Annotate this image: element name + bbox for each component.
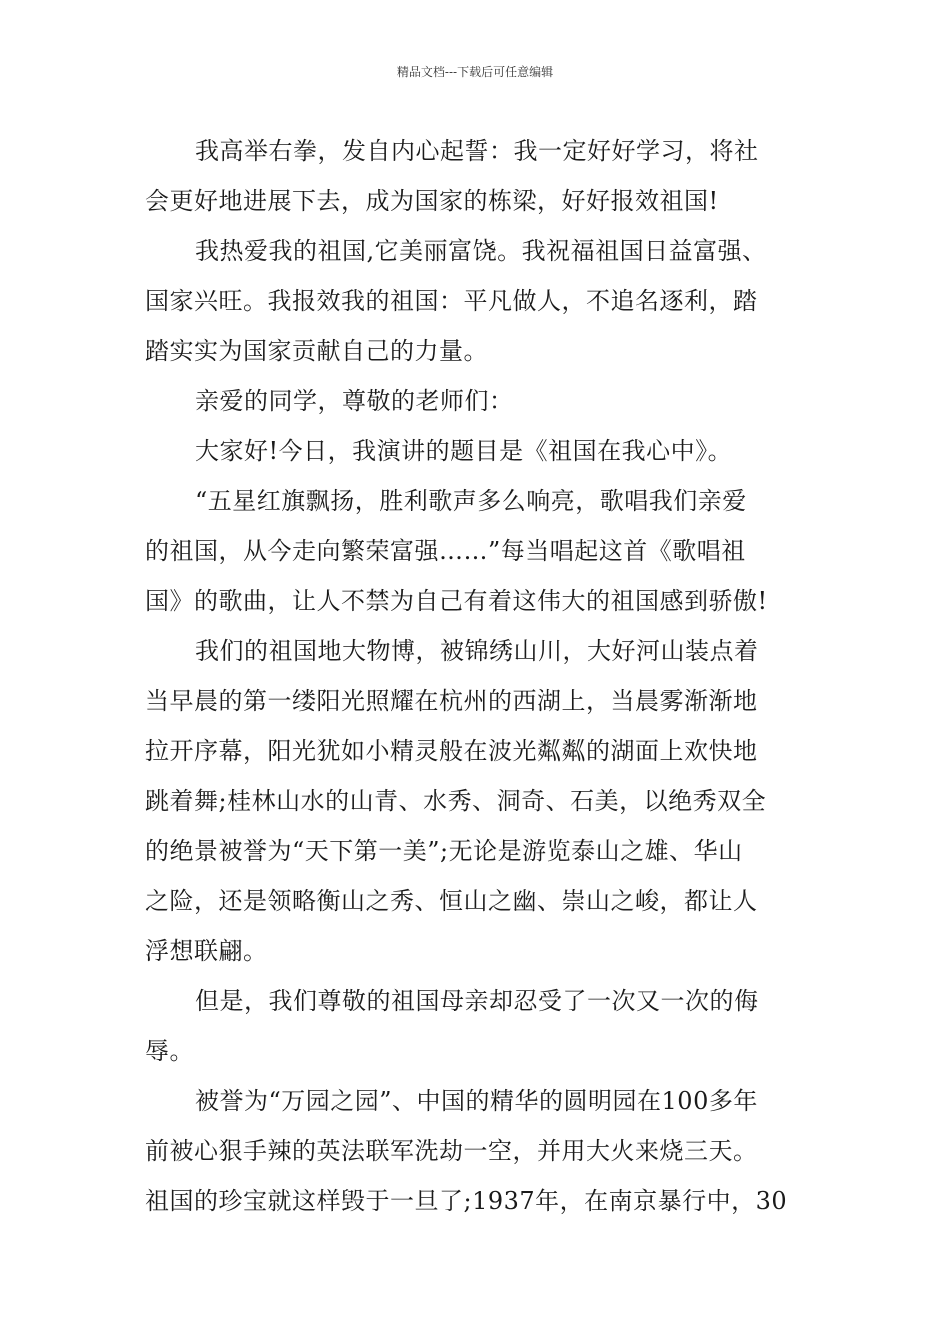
text-line: 浮想联翩。 [145, 937, 268, 965]
text-line: 但是，我们尊敬的祖国母亲却忍受了一次又一次的侮 [195, 987, 759, 1015]
text-line: 当早晨的第一缕阳光照耀在杭州的西湖上，当晨雾渐渐地 [145, 687, 758, 715]
text-line: 祖国的珍宝就这样毁于一旦了;1937年，在南京暴行中，30 [145, 1187, 788, 1215]
paragraph [145, 376, 809, 426]
text-line: 拉开序幕，阳光犹如小精灵般在波光粼粼的湖面上欢快地 [145, 737, 758, 765]
text-line: 国家兴旺。我报效我的祖国：平凡做人，不追名逐利，踏 [145, 287, 758, 315]
text-line: 我热爱我的祖国,它美丽富饶。我祝福祖国日益富强、 [195, 237, 767, 265]
paragraph [145, 426, 809, 476]
text-line: 之险，还是领略衡山之秀、恒山之幽、崇山之峻，都让人 [145, 887, 758, 915]
text-line: 跳着舞;桂林山水的山青、水秀、洞奇、石美，以绝秀双全 [145, 787, 767, 815]
text-line: 我高举右拳，发自内心起誓：我一定好好学习，将社 [195, 137, 759, 165]
text-line: 我们的祖国地大物博，被锦绣山川，大好河山装点着 [195, 637, 759, 665]
paragraph [145, 1076, 809, 1226]
text-line: 被誉为“万园之园”、中国的精华的圆明园在100多年 [195, 1087, 758, 1115]
text-line: 前被心狠手辣的英法联军洗劫一空，并用大火来烧三天。 [145, 1137, 758, 1165]
text-line: 踏实实为国家贡献自己的力量。 [145, 337, 488, 365]
text-line: 辱。 [145, 1037, 194, 1065]
paragraph [145, 476, 809, 626]
text-line: 会更好地进展下去，成为国家的栋梁，好好报效祖国! [145, 187, 719, 215]
text-line: 的绝景被誉为“天下第一美”;无论是游览泰山之雄、华山 [145, 837, 743, 865]
text-line: 亲爱的同学，尊敬的老师们： [195, 387, 514, 415]
page-header: 精品文档---下载后可任意编辑 [396, 65, 554, 79]
text-line: 国》的歌曲，让人不禁为自己有着这伟大的祖国感到骄傲! [145, 587, 768, 615]
text-line: 大家好!今日，我演讲的题目是《祖国在我心中》。 [195, 437, 733, 465]
text-line: 的祖国，从今走向繁荣富强……”每当唱起这首《歌唱祖 [145, 537, 746, 565]
document-body [145, 126, 809, 1226]
paragraph [145, 626, 809, 976]
paragraph [145, 226, 809, 376]
text-line: “五星红旗飘扬，胜利歌声多么响亮，歌唱我们亲爱 [195, 487, 747, 515]
paragraph [145, 976, 809, 1076]
paragraph [145, 126, 809, 226]
